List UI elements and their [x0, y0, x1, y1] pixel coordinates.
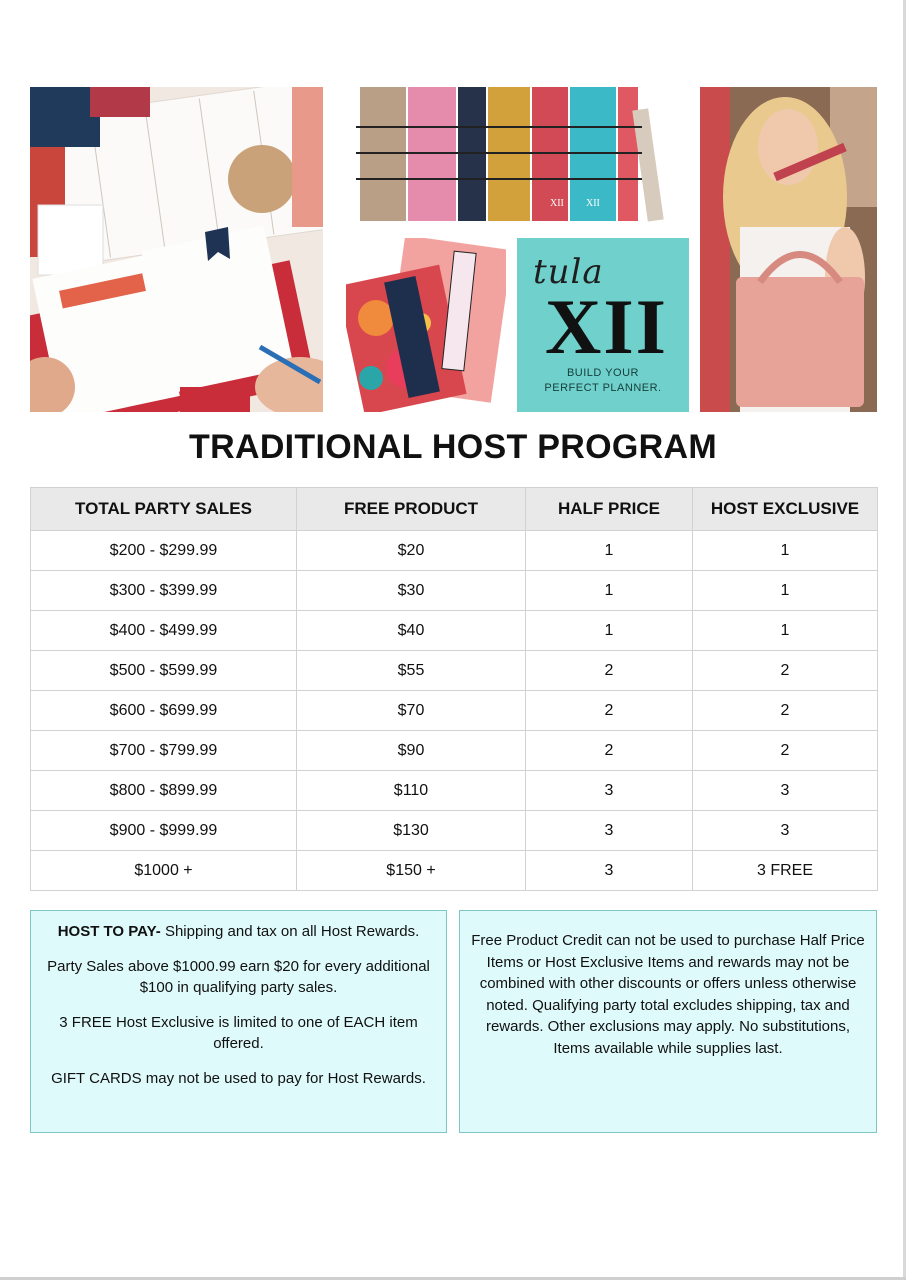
svg-text:XII: XII: [550, 198, 564, 209]
cell-host-exclusive: 3 FREE: [693, 851, 878, 891]
host-to-pay-label: HOST TO PAY-: [57, 923, 161, 940]
cell-half-price: 2: [526, 731, 693, 771]
cell-free-product: $70: [297, 691, 526, 731]
cell-host-exclusive: 3: [693, 771, 878, 811]
cell-sales-range: $200 - $299.99: [31, 531, 297, 571]
table-row: [31, 531, 878, 571]
cell-free-product: $150 +: [297, 851, 526, 891]
cell-sales-range: $900 - $999.99: [31, 811, 297, 851]
cell-half-price: 2: [526, 691, 693, 731]
cell-free-product: $20: [297, 531, 526, 571]
tula-brand-tile: [517, 238, 689, 412]
host-to-pay-note: [41, 921, 436, 942]
table-row: [31, 651, 878, 691]
cell-half-price: 1: [526, 531, 693, 571]
cell-host-exclusive: 2: [693, 731, 878, 771]
cell-host-exclusive: 2: [693, 651, 878, 691]
planner-desk-photo: [30, 87, 323, 412]
cell-sales-range: $800 - $899.99: [31, 771, 297, 811]
table-row: [31, 851, 878, 891]
cell-free-product: $130: [297, 811, 526, 851]
cell-sales-range: $700 - $799.99: [31, 731, 297, 771]
brand-script-wordmark: tula: [533, 252, 604, 292]
table-row: [31, 731, 878, 771]
cell-sales-range: $400 - $499.99: [31, 611, 297, 651]
cell-host-exclusive: 2: [693, 691, 878, 731]
cell-sales-range: $600 - $699.99: [31, 691, 297, 731]
brand-tagline-line-2: PERFECT PLANNER.: [544, 382, 662, 394]
table-row: [31, 811, 878, 851]
cell-free-product: $90: [297, 731, 526, 771]
terms-box: [459, 910, 877, 1133]
planner-covers-photo: [346, 87, 690, 227]
cell-half-price: 3: [526, 811, 693, 851]
page-title: TRADITIONAL HOST PROGRAM: [189, 428, 717, 466]
gift-cards-note: GIFT CARDS may not be used to pay for Host Rewards.: [51, 1070, 426, 1087]
cell-half-price: 1: [526, 611, 693, 651]
cell-sales-range: $500 - $599.99: [31, 651, 297, 691]
party-sales-note: Party Sales above $1000.99 earn $20 for every additional $100 in qualifying party sales.: [47, 958, 430, 996]
exclusive-limit-note: 3 FREE Host Exclusive is limited to one of EACH item offered.: [59, 1014, 418, 1052]
woman-with-bag-photo: [700, 87, 877, 412]
svg-text:XII: XII: [586, 198, 600, 209]
brand-tagline-line-1: BUILD YOUR: [566, 367, 640, 379]
woman-with-bag-illustration: [700, 87, 877, 412]
floral-planner-photo: [346, 238, 506, 412]
floral-planner-illustration: [346, 238, 506, 412]
cell-free-product: $110: [297, 771, 526, 811]
header-total-party-sales: TOTAL PARTY SALES: [31, 488, 297, 531]
cell-half-price: 3: [526, 851, 693, 891]
table-row: [31, 691, 878, 731]
table-row: [31, 571, 878, 611]
host-rewards-table: [30, 487, 878, 891]
host-to-pay-text: Shipping and tax on all Host Rewards.: [160, 923, 420, 940]
terms-text: Free Product Credit can not be used to purchase Half Price Items or Host Exclusive Items and rewards may not be combined with other discounts or offers unless otherwise noted. Qualifying party total excludes shipping, tax and rewards. Other exclusions may apply. No substitutions, Items available while supplies last.: [471, 932, 865, 1057]
header-half-price: HALF PRICE: [526, 488, 693, 531]
cell-half-price: 2: [526, 651, 693, 691]
cell-half-price: 3: [526, 771, 693, 811]
cell-host-exclusive: 3: [693, 811, 878, 851]
cell-sales-range: $1000 +: [31, 851, 297, 891]
cell-half-price: 1: [526, 571, 693, 611]
cell-host-exclusive: 1: [693, 611, 878, 651]
table-header-row: [31, 488, 878, 531]
header-free-product: FREE PRODUCT: [297, 488, 526, 531]
header-host-exclusive: HOST EXCLUSIVE: [693, 488, 878, 531]
brand-tagline: [517, 366, 689, 396]
table-row: [31, 771, 878, 811]
brand-xii-mark: XII: [545, 283, 669, 370]
cell-free-product: $55: [297, 651, 526, 691]
host-notes-box: [30, 910, 447, 1133]
cell-sales-range: $300 - $399.99: [31, 571, 297, 611]
planner-desk-illustration: [30, 87, 323, 412]
cell-free-product: $30: [297, 571, 526, 611]
table-row: [31, 611, 878, 651]
cell-free-product: $40: [297, 611, 526, 651]
cell-host-exclusive: 1: [693, 531, 878, 571]
planner-covers-illustration: [346, 87, 690, 227]
cell-host-exclusive: 1: [693, 571, 878, 611]
